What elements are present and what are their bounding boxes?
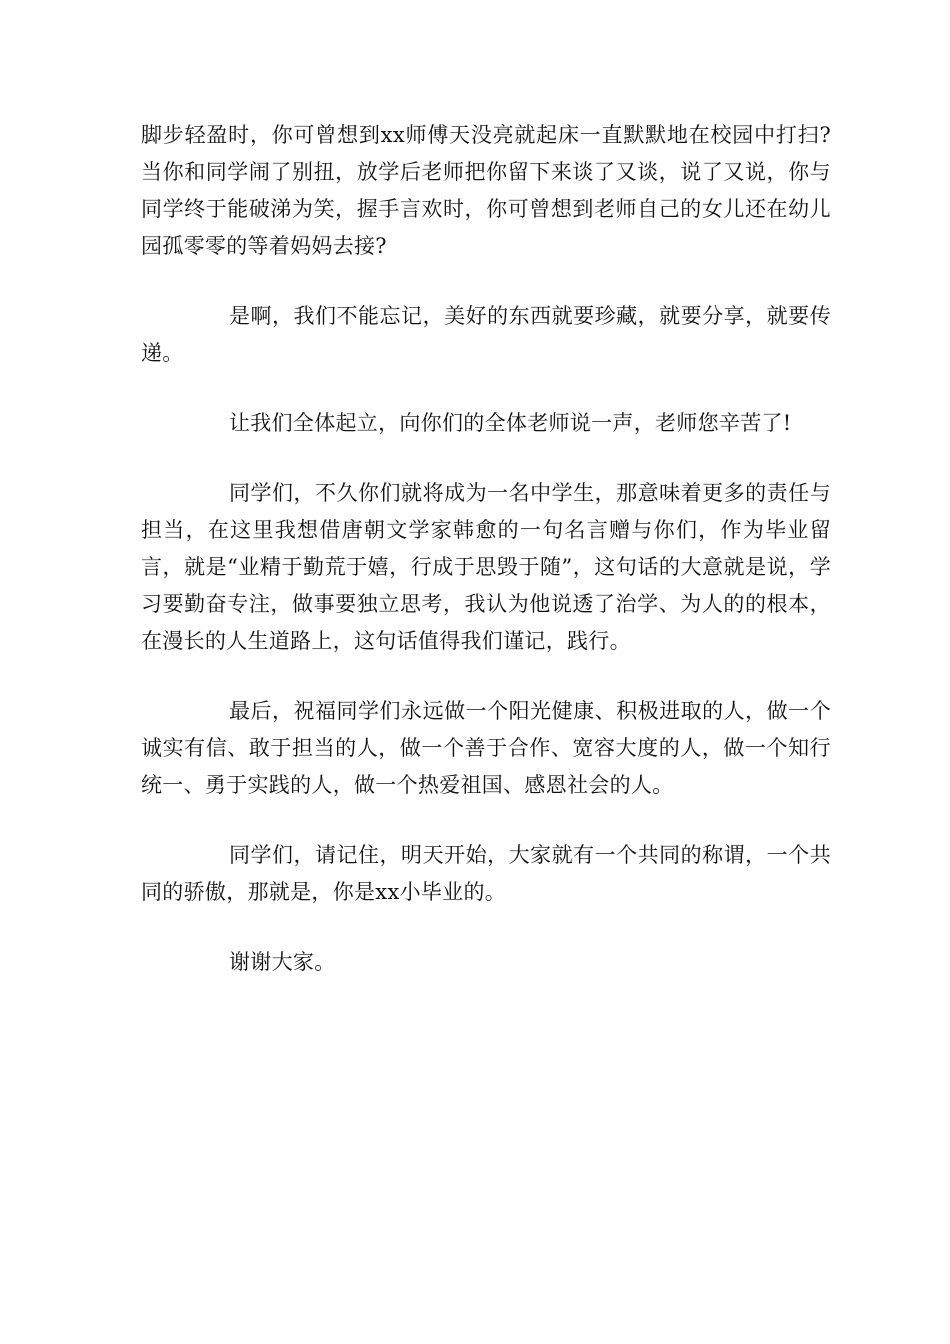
paragraph-5: 最后，祝福同学们永远做一个阳光健康、积极进取的人，做一个诚实有信、敢于担当的人，做一个善于合作、宽容大度的人，做一个知行统一、勇于实践的人，做一个热爱祖国、感恩社会的人。 xyxy=(141,699,831,797)
paragraph-3: 让我们全体起立，向你们的全体老师说一声，老师您辛苦了! xyxy=(229,411,792,435)
paragraph-6: 同学们，请记住，明天开始，大家就有一个共同的称谓，一个共同的骄傲，那就是，你是xx小毕业的。 xyxy=(141,843,831,904)
document-body xyxy=(141,117,831,981)
paragraph-1: 脚步轻盈时，你可曾想到xx师傅天没亮就起床一直默默地在校园中打扫?当你和同学闹了别扭，放学后老师把你留下来谈了又谈，说了又说，你与同学终于能破涕为笑，握手言欢时，你可曾想到老师自己的女儿还在幼儿园孤零零的等着妈妈去接? xyxy=(141,123,831,258)
paragraph-2: 是啊，我们不能忘记，美好的东西就要珍藏，就要分享，就要传递。 xyxy=(141,304,831,365)
paragraph-4: 同学们，不久你们就将成为一名中学生，那意味着更多的责任与担当，在这里我想借唐朝文学家韩愈的一句名言赠与你们，作为毕业留言，就是“业精于勤荒于嬉，行成于思毁于随”，这句话的大意就是说，学习要勤奋专注，做事要独立思考，我认为他说透了治学、为人的的根本，在漫长的人生道路上，这句话值得我们谨记，践行。 xyxy=(141,481,831,653)
paragraph-7: 谢谢大家。 xyxy=(229,950,336,974)
